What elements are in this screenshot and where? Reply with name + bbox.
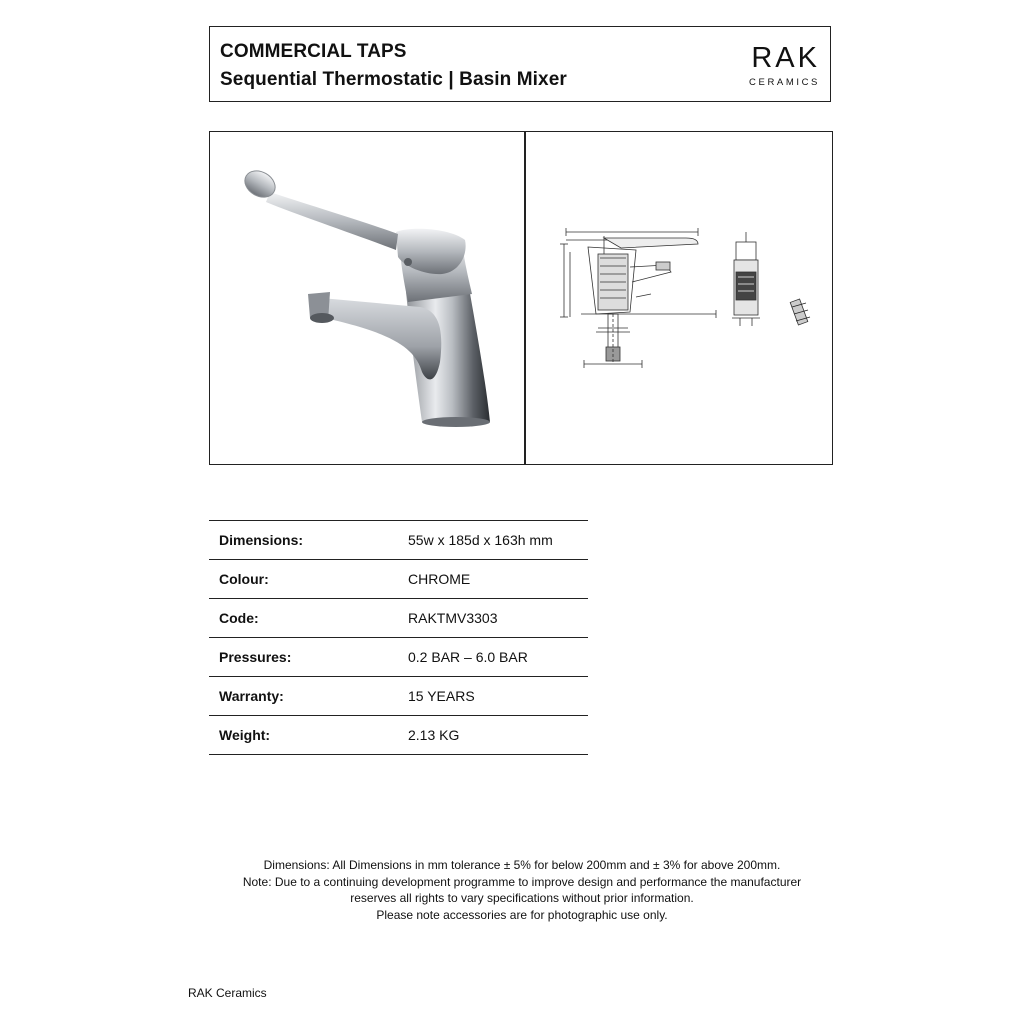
disclaimer-text	[150, 857, 894, 923]
spec-value: 55w x 185d x 163h mm	[398, 521, 588, 560]
footer-company: RAK Ceramics	[188, 986, 267, 1000]
header-box	[209, 26, 831, 102]
disclaimer-line: Please note accessories are for photographic use only.	[376, 907, 668, 922]
spec-row-colour	[209, 560, 588, 599]
spec-label: Weight:	[209, 716, 398, 755]
title-category: COMMERCIAL TAPS	[220, 41, 407, 62]
spec-label: Code:	[209, 599, 398, 638]
logo-sub-text: CERAMICS	[749, 77, 820, 88]
spec-value: 15 YEARS	[398, 677, 588, 716]
spec-label: Warranty:	[209, 677, 398, 716]
spec-row-code	[209, 599, 588, 638]
title-product: Sequential Thermostatic | Basin Mixer	[220, 69, 567, 90]
spec-row-weight	[209, 716, 588, 755]
spec-row-warranty	[209, 677, 588, 716]
spec-value: CHROME	[398, 560, 588, 599]
disclaimer-line: Note: Due to a continuing development programme to improve design and performance the manufacturer	[242, 874, 802, 889]
technical-dimension-drawing	[526, 132, 831, 463]
spec-label: Dimensions:	[209, 521, 398, 560]
spec-row-dimensions	[209, 521, 588, 560]
basin-mixer-tap-photo	[210, 132, 524, 463]
spec-table	[209, 520, 588, 755]
rak-ceramics-logo	[740, 41, 820, 91]
spec-row-pressures	[209, 638, 588, 677]
disclaimer-line: reserves all rights to vary specifications without prior information.	[350, 891, 694, 905]
image-box	[209, 131, 833, 465]
spec-label: Pressures:	[209, 638, 398, 677]
disclaimer-line: Dimensions: All Dimensions in mm tolerance ± 5% for below 200mm and ± 3% for above 200mm.	[263, 858, 781, 872]
spec-label: Colour:	[209, 560, 398, 599]
page-title	[220, 38, 567, 94]
spec-value: 0.2 BAR – 6.0 BAR	[398, 638, 588, 677]
spec-value: RAKTMV3303	[398, 599, 588, 638]
logo-main-text: RAK	[751, 42, 820, 74]
spec-value: 2.13 KG	[398, 716, 588, 755]
